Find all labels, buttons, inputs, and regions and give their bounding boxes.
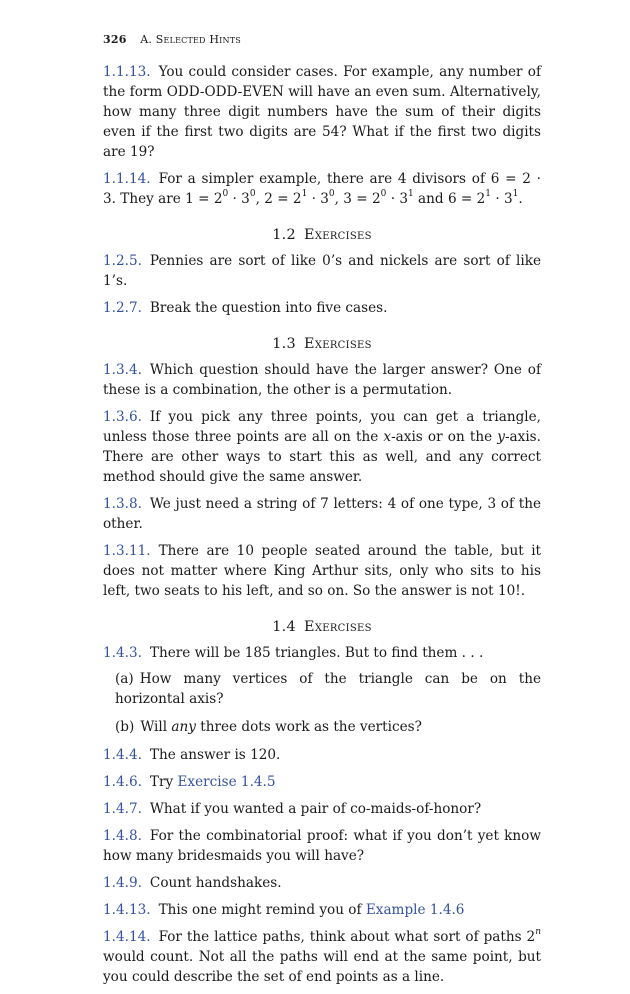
section-number: 1.2 xyxy=(272,227,297,243)
hint-ref[interactable]: 1.1.13. xyxy=(103,64,151,80)
hint-text: The answer is 120. xyxy=(149,747,281,763)
hint-1-4-13 xyxy=(103,900,541,920)
hint-text: What if you wanted a pair of co-maids-of-honor? xyxy=(149,801,482,817)
hint-ref[interactable]: 1.4.14. xyxy=(103,929,151,945)
item-label: (b) xyxy=(115,719,135,735)
item-text: How many vertices of the triangle can be on the horizontal axis? xyxy=(115,671,541,707)
hint-ref[interactable]: 1.3.4. xyxy=(103,362,142,378)
hints-content xyxy=(103,62,541,994)
hint-1-4-4 xyxy=(103,745,541,765)
section-number: 1.3 xyxy=(272,336,297,352)
hint-ref[interactable]: 1.3.6. xyxy=(103,409,142,425)
hint-1-2-7 xyxy=(103,298,541,318)
hint-1-3-6 xyxy=(103,407,541,487)
list-item-b xyxy=(115,717,541,737)
hint-1-1-13 xyxy=(103,62,541,162)
hint-1-3-11 xyxy=(103,541,541,601)
item-text: Will xyxy=(140,719,168,735)
hint-ref[interactable]: 1.3.8. xyxy=(103,496,142,512)
exercise-link[interactable]: Exercise 1.4.5 xyxy=(177,774,276,790)
hint-1-3-4 xyxy=(103,360,541,400)
hint-text: Break the question into five cases. xyxy=(149,300,388,316)
hint-1-2-5 xyxy=(103,251,541,291)
hint-ref[interactable]: 1.4.9. xyxy=(103,875,142,891)
hint-1-4-7 xyxy=(103,799,541,819)
hint-text: Which question should have the larger answer? One of these is a combination, the other is a permutation. xyxy=(103,362,541,398)
section-heading-1-2 xyxy=(103,225,541,245)
hint-text: We just need a string of 7 letters: 4 of one type, 3 of the other. xyxy=(103,496,541,532)
section-title: Exercises xyxy=(304,336,372,352)
item-text: three dots work as the vertices? xyxy=(200,719,422,735)
hint-1-3-8 xyxy=(103,494,541,534)
hint-ref[interactable]: 1.4.6. xyxy=(103,774,142,790)
hint-text: -axis. There are other ways to start this as well, and any correct method should give the same answer. xyxy=(103,429,541,485)
section-heading-1-4 xyxy=(103,617,541,637)
item-label: (a) xyxy=(115,671,134,687)
hint-1-1-14 xyxy=(103,169,541,209)
hint-ref[interactable]: 1.4.13. xyxy=(103,902,151,918)
hint-ref[interactable]: 1.4.3. xyxy=(103,645,142,661)
hint-1-4-6 xyxy=(103,772,541,792)
list-item-a xyxy=(115,669,541,709)
section-title: Exercises xyxy=(304,227,372,243)
section-heading-1-3 xyxy=(103,334,541,354)
power-expression: 2$^n$ xyxy=(526,927,541,945)
y-variable: y xyxy=(497,429,505,445)
hint-text: There are 10 people seated around the table, but it does not matter where King Arthur sits, only who sits to his left, two seats to his left, and so on. So the answer is not 10!. xyxy=(103,543,541,599)
hint-1-4-9 xyxy=(103,873,541,893)
hint-1-4-8 xyxy=(103,826,541,866)
hint-text: If you pick any three points, you can get a triangle, unless those three points are all on the xyxy=(103,409,541,445)
item-emphasis: any xyxy=(171,719,196,735)
hint-ref[interactable]: 1.4.4. xyxy=(103,747,142,763)
hint-text: For a simpler example, there are 4 divisors of 6 = 2 · 3. They are xyxy=(103,171,541,207)
hint-text: You could consider cases. For example, any number of the form ODD-ODD-EVEN will have an even sum. Alternatively, how many three digit numbers have the sum of their digits even if the first two digits are 54? What if the first two digits are 19? xyxy=(103,64,541,160)
hint-text: would count. Not all the paths will end at the same point, but you could describe the set of end points as a line. xyxy=(103,949,541,985)
hint-text: Count handshakes. xyxy=(149,875,282,891)
hint-ref[interactable]: 1.4.7. xyxy=(103,801,142,817)
chapter-title: A. Selected Hints xyxy=(140,33,241,46)
hint-text: -axis or on the xyxy=(391,429,493,445)
example-link[interactable]: Example 1.4.6 xyxy=(365,902,465,918)
hint-text: Pennies are sort of like 0’s and nickels are sort of like 1’s. xyxy=(103,253,541,289)
hint-text: For the combinatorial proof: what if you don’t yet know how many bridesmaids you will have? xyxy=(103,828,541,864)
hint-1-4-3 xyxy=(103,643,541,663)
section-title: Exercises xyxy=(304,619,372,635)
hint-ref[interactable]: 1.2.5. xyxy=(103,253,142,269)
hint-ref[interactable]: 1.4.8. xyxy=(103,828,142,844)
x-variable: x xyxy=(383,429,392,445)
hint-ref[interactable]: 1.1.14. xyxy=(103,171,151,187)
hint-text: There will be 185 triangles. But to find them . . . xyxy=(149,645,484,661)
hint-ref[interactable]: 1.2.7. xyxy=(103,300,142,316)
hint-1-4-14 xyxy=(103,927,541,987)
running-header xyxy=(103,33,241,46)
page-number: 326 xyxy=(103,33,127,46)
section-number: 1.4 xyxy=(272,619,297,635)
divisor-formula: $1 = 2^0 \cdot 3^0$, $2 = 2^1 \cdot 3^0$, $3 = 2^0 \cdot 3^1$ and $6 = 2^1 \cdot 3^1$. xyxy=(185,189,523,207)
hint-ref[interactable]: 1.3.11. xyxy=(103,543,151,559)
hint-text: This one might remind you of xyxy=(158,902,362,918)
hint-text: Try xyxy=(149,774,174,790)
hint-text: For the lattice paths, think about what sort of paths xyxy=(158,929,522,945)
